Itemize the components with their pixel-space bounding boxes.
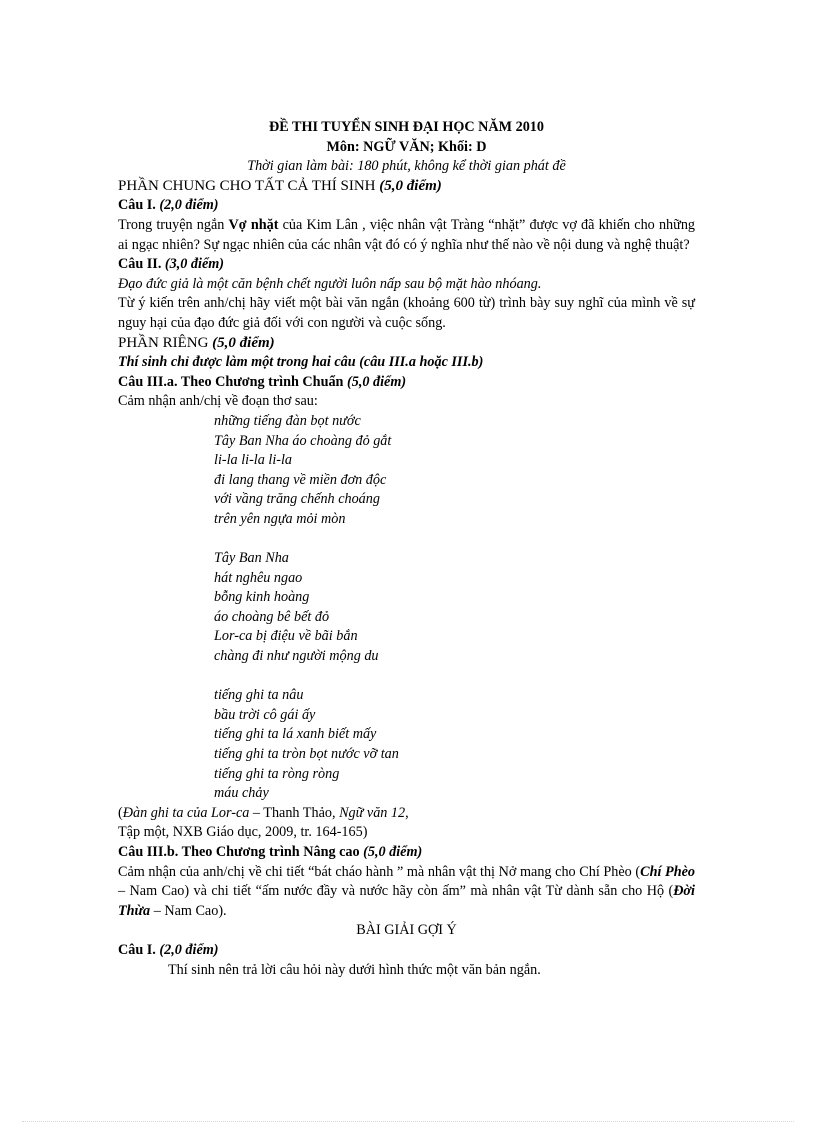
q1-points: (2,0 điểm)	[159, 197, 219, 214]
poem-line: đi lang thang về miền đơn độc	[214, 471, 387, 488]
poem-line: chàng đi như người mộng du	[214, 648, 379, 665]
source-book: Ngữ văn 12	[339, 804, 406, 821]
poem-line: hát nghêu ngao	[214, 569, 303, 586]
q3b-points: (5,0 điểm)	[363, 843, 423, 860]
q3a-label: Câu III.a. Theo Chương trình Chuẩn	[118, 373, 344, 390]
answer-q1-text: Thí sinh nên trả lời câu hỏi này dưới hình thức một văn bản ngắn.	[168, 961, 541, 978]
poem-line: tiếng ghi ta ròng ròng	[214, 765, 340, 782]
q3b-text	[118, 863, 695, 922]
poem-line: với vầng trăng chếnh choáng	[214, 491, 380, 508]
source-author: – Thanh Thảo,	[249, 804, 340, 821]
q2-label: Câu II.	[118, 256, 162, 273]
answer-q1-heading	[118, 941, 695, 961]
poem-line: Tây Ban Nha	[214, 550, 289, 567]
poem-line: tiếng ghi ta nâu	[214, 687, 304, 704]
q1-label: Câu I.	[118, 197, 156, 214]
part1-heading	[118, 177, 695, 197]
poem-line: máu chảy	[214, 785, 269, 802]
answer-q1-points: (2,0 điểm)	[159, 941, 219, 958]
q2-heading	[118, 255, 695, 275]
time-note: Thời gian làm bài: 180 phút, không kể thời gian phát đề	[247, 158, 566, 175]
q1-work: Vợ nhặt	[228, 216, 279, 233]
part2-title: PHẦN RIÊNG	[118, 334, 209, 351]
poem-source	[118, 804, 695, 824]
q2-text: Từ ý kiến trên anh/chị hãy viết một bài văn ngắn (khoảng 600 từ) trình bày suy nghĩ của mình về sự nguy hại của đạo đức giả đối với con người và cuộc sống.	[118, 295, 695, 331]
part2-heading	[118, 334, 695, 354]
q1-text	[118, 216, 695, 255]
answer-heading: BÀI GIẢI GỢI Ý	[356, 922, 457, 939]
poem-line: Tây Ban Nha áo choàng đỏ gắt	[214, 432, 392, 449]
page-bottom-divider	[22, 1121, 794, 1122]
q1-text-a: Trong truyện ngắn	[118, 216, 225, 233]
source-open: (	[118, 804, 123, 821]
q3b-work1: Chí Phèo	[640, 863, 695, 880]
poem-line: trên yên ngựa mỏi mòn	[214, 510, 346, 527]
q3a-heading	[118, 373, 695, 393]
poem-line: tiếng ghi ta tròn bọt nước vỡ tan	[214, 746, 399, 762]
source-comma: ,	[405, 804, 409, 821]
q2-points: (3,0 điểm)	[164, 256, 225, 273]
q3a-intro: Cảm nhận anh/chị về đoạn thơ sau:	[118, 393, 318, 410]
poem-excerpt	[214, 412, 695, 804]
q1-text-b: của Kim Lân , việc nhân vật Tràng “nhặt” được vợ đã khiến cho những ai ngạc nhiên? Sự ngạc nhiên của các nhân vật đó có ý nghĩa như thế nào về nội dung và nghệ thuật?	[118, 216, 696, 253]
stanza-gap	[214, 667, 695, 687]
q2-quote: Đạo đức giả là một căn bệnh chết người luôn nấp sau bộ mặt hào nhóang.	[118, 275, 542, 292]
poem-line: li-la li-la li-la	[214, 452, 293, 469]
part1-title: PHẦN CHUNG CHO TẤT CẢ THÍ SINH	[118, 177, 376, 194]
part2-instruction: Thí sinh chỉ được làm một trong hai câu (câu III.a hoặc III.b)	[118, 354, 484, 371]
q3a-points: (5,0 điểm)	[347, 373, 407, 390]
part1-points: (5,0 điểm)	[379, 177, 442, 194]
part2-points: (5,0 điểm)	[212, 334, 275, 351]
poem-line: bỗng kinh hoàng	[214, 589, 310, 606]
subject-line: Môn: NGỮ VĂN; Khối: D	[326, 138, 487, 155]
poem-line: áo choàng bê bết đỏ	[214, 608, 330, 625]
poem-source-line2: Tập một, NXB Giáo dục, 2009, tr. 164-165)	[118, 824, 368, 841]
poem-line: bầu trời cô gái ấy	[214, 706, 316, 723]
poem-line: Lor-ca bị điệu về bãi bắn	[214, 628, 358, 645]
q3b-text-b: – Nam Cao) và chi tiết “ấm nước đầy và nước hãy còn ấm” mà nhân vật Từ dành sẵn cho Hộ (	[118, 883, 674, 900]
answer-q1-label: Câu I.	[118, 941, 156, 958]
stanza-gap	[214, 529, 695, 549]
q3b-text-c: – Nam Cao).	[150, 902, 227, 919]
poem-line: tiếng ghi ta lá xanh biết mấy	[214, 726, 377, 743]
source-work: Đàn ghi ta của Lor-ca	[122, 804, 250, 821]
q3b-heading	[118, 843, 695, 863]
q3b-text-a: Cảm nhận của anh/chị về chi tiết “bát cháo hành ” mà nhân vật thị Nở mang cho Chí Phèo (	[118, 863, 641, 880]
q1-heading	[118, 196, 695, 216]
exam-document	[118, 118, 695, 980]
q3b-work2: Đời Thừa	[118, 883, 695, 919]
poem-line: những tiếng đàn bọt nước	[214, 412, 361, 429]
exam-title: ĐỀ THI TUYỂN SINH ĐẠI HỌC NĂM 2010	[269, 119, 544, 135]
q3b-label: Câu III.b. Theo Chương trình Nâng cao	[118, 843, 360, 860]
